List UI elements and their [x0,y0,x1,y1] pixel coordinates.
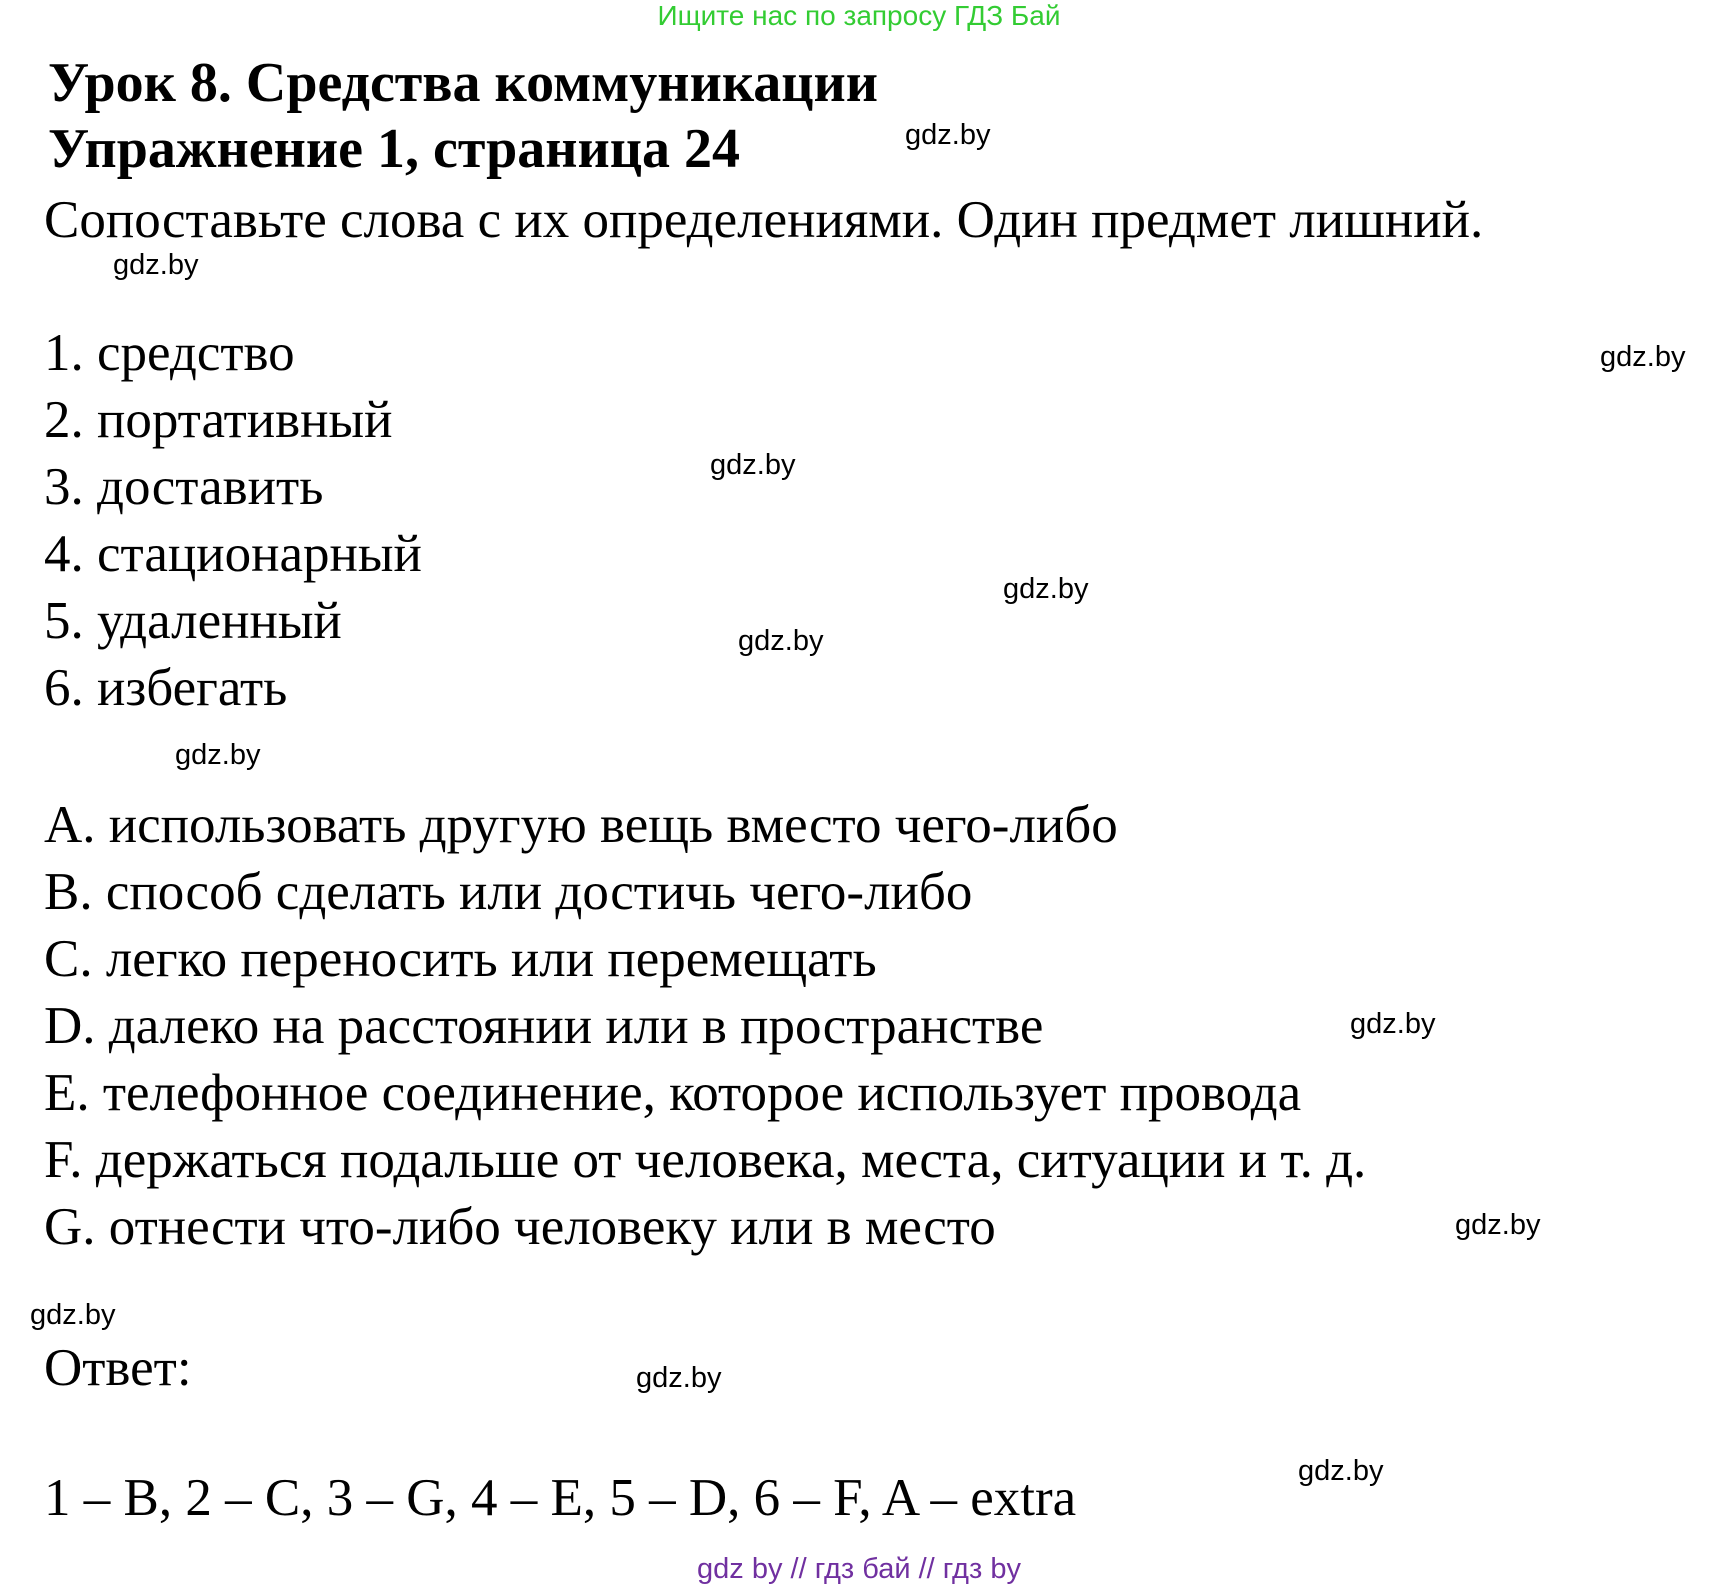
definition-item: A. использовать другую вещь вместо чего-либо [44,796,1118,854]
word-item: 6. избегать [44,659,288,717]
watermark: gdz.by [1298,1455,1384,1487]
watermark: gdz.by [30,1299,116,1331]
watermark: gdz.by [1455,1209,1541,1241]
watermark: gdz.by [1003,573,1089,605]
definition-item: G. отнести что-либо человеку или в место [44,1198,996,1256]
watermark: gdz.by [738,625,824,657]
top-note: Ищите нас по запросу ГДЗ Бай [657,0,1061,31]
watermark: gdz.by [905,119,991,151]
footer-note: gdz by // гдз бай // гдз by [697,1553,1021,1585]
watermark: gdz.by [1600,341,1686,373]
definition-item: F. держаться подальше от человека, места, ситуации и т. д. [44,1131,1367,1189]
definition-item: D. далеко на расстоянии или в пространстве [44,997,1044,1055]
definition-item: B. способ сделать или достичь чего-либо [44,863,973,921]
lesson-title: Урок 8. Средства коммуникации [48,52,879,114]
word-item: 4. стационарный [44,525,422,583]
watermark: gdz.by [1350,1008,1436,1040]
definition-list [44,792,1366,1261]
watermark: gdz.by [113,249,199,281]
word-list [44,320,422,722]
word-item: 2. портативный [44,391,393,449]
watermark: gdz.by [175,739,261,771]
definition-item: E. телефонное соединение, которое использует провода [44,1064,1302,1122]
word-item: 3. доставить [44,458,324,516]
definition-item: C. легко переносить или перемещать [44,930,877,988]
watermark: gdz.by [710,449,796,481]
word-item: 5. удаленный [44,592,342,650]
word-item: 1. средство [44,324,295,382]
exercise-title: Упражнение 1, страница 24 [48,118,741,180]
instruction: Сопоставьте слова с их определениями. Один предмет лишний. [44,191,1484,249]
answer-text: 1 – B, 2 – C, 3 – G, 4 – E, 5 – D, 6 – F, A – extra [44,1469,1077,1527]
watermark: gdz.by [636,1362,722,1394]
answer-label: Ответ: [44,1339,192,1397]
